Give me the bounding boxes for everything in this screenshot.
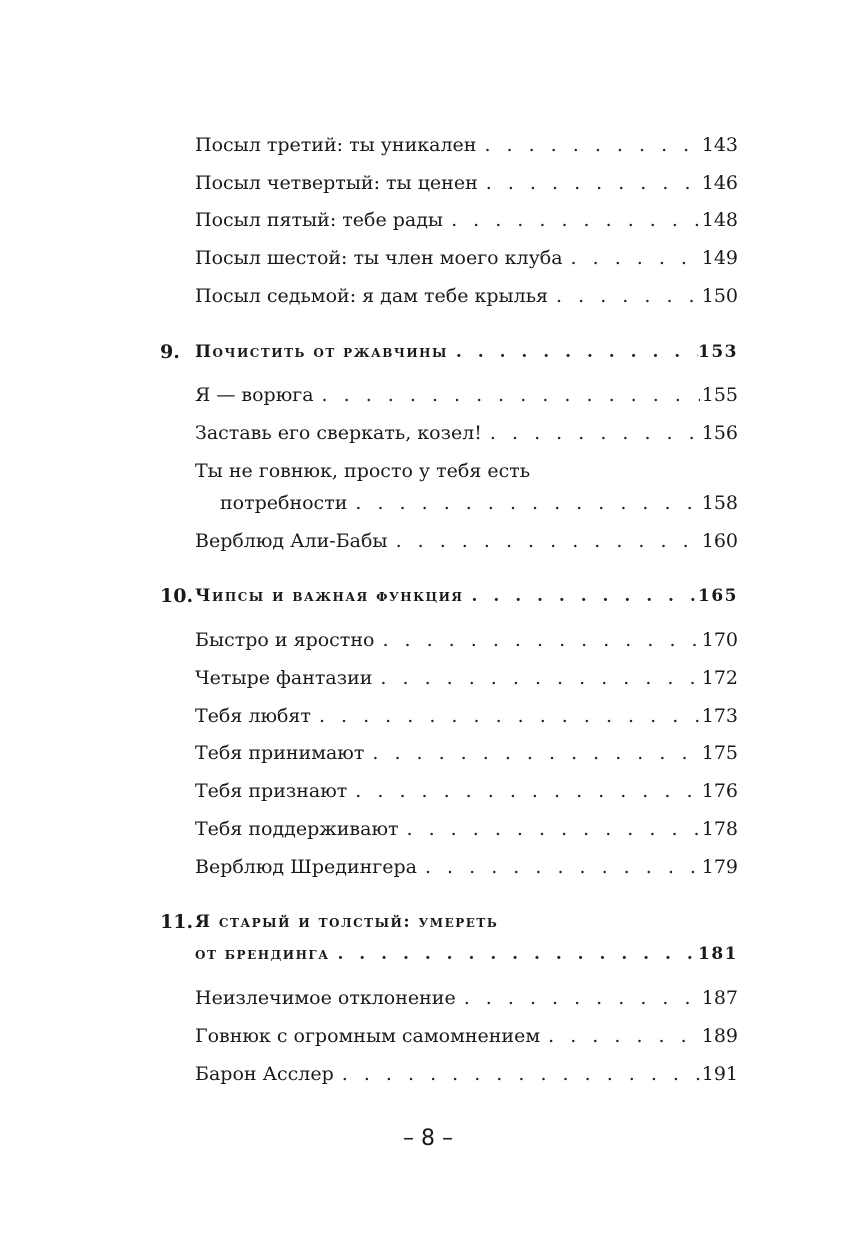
toc-entry[interactable] [195,1021,738,1051]
toc-entry[interactable] [195,380,738,410]
toc-leader-dots [347,488,700,518]
toc-entry-title: Тебя любят [195,705,311,727]
toc-entry[interactable] [195,625,738,655]
toc-entry[interactable] [195,1059,738,1089]
toc-entry-page: 187 [701,987,738,1009]
toc-entry-page: 155 [701,384,738,406]
toc-entry[interactable] [195,168,738,198]
toc-leader-dots [478,168,700,198]
toc-leader-dots [388,526,700,556]
toc-entry-title: Посыл четвертый: ты ценен [195,172,478,194]
chapter-number: 9. [160,341,180,363]
toc-chapter-heading[interactable] [195,581,738,611]
chapter-title: Чипсы и важная функция [195,586,464,606]
toc-leader-dots [417,852,700,882]
toc-entry-title: Заставь его сверкать, козел! [195,422,482,444]
toc-entry-page: 189 [701,1025,738,1047]
toc-entry[interactable] [195,243,738,273]
toc-entry-title: Четыре фантазии [195,667,373,689]
toc-entry[interactable] [195,526,738,556]
toc-entry[interactable] [195,205,738,235]
toc-entry-page: 146 [701,172,738,194]
page-number: – 8 – [403,1126,453,1151]
toc-entry[interactable] [195,701,738,731]
toc-leader-dots [364,738,700,768]
toc-entry-page: 148 [701,209,738,231]
toc-entry[interactable] [195,983,738,1013]
toc-entry-page: 178 [701,818,738,840]
toc-entry-title: Посыл третий: ты уникален [195,134,477,156]
toc-leader-dots [448,337,698,367]
toc-entry-title-line1[interactable]: Ты не говнюк, просто у тебя есть [195,460,531,482]
toc-entry-title: Верблюд Шредингера [195,856,417,878]
toc-chapter-heading[interactable] [195,337,738,367]
toc-entry-title: Неизлечимое отклонение [195,987,456,1009]
chapter-number: 11. [160,911,194,933]
toc-entry[interactable] [195,852,738,882]
toc-leader-dots [334,1059,700,1089]
toc-entry-page: 143 [701,134,738,156]
toc-leader-dots [314,380,700,410]
toc-entry-page: 173 [701,705,738,727]
toc-entry-title: Верблюд Али-Бабы [195,530,388,552]
chapter-title-line1[interactable]: Я старый и толстый: умереть [195,912,499,932]
chapter-title: Почистить от ржавчины [195,342,448,362]
toc-leader-dots [476,130,700,160]
chapter-page: 181 [698,944,738,964]
toc-leader-dots [443,205,700,235]
toc-entry[interactable] [195,776,738,806]
toc-leader-dots [464,581,698,611]
toc-entry[interactable] [220,488,738,518]
toc-leader-dots [456,983,700,1013]
toc-entry-page: 176 [701,780,738,802]
chapter-page: 153 [698,342,738,362]
toc-entry[interactable] [195,814,738,844]
toc-entry-title: Посыл пятый: тебе рады [195,209,444,231]
toc-leader-dots [548,281,700,311]
chapter-number: 10. [160,585,194,607]
toc-entry-page: 179 [701,856,738,878]
toc-entry-title-line2: потребности [220,492,348,514]
toc-entry-title: Я — ворюга [195,384,314,406]
toc-leader-dots [482,418,700,448]
toc-leader-dots [374,625,700,655]
toc-entry-page: 160 [701,530,738,552]
toc-entry-page: 170 [701,629,738,651]
toc-entry-page: 158 [701,492,738,514]
toc-entry-title: Барон Асслер [195,1063,334,1085]
toc-chapter-heading[interactable] [195,939,738,969]
toc-entry[interactable] [195,663,738,693]
toc-entry-page: 172 [701,667,738,689]
toc-entry-title: Говнюк с огромным самомнением [195,1025,541,1047]
toc-leader-dots [540,1021,700,1051]
toc-entry-title: Тебя поддерживают [195,818,399,840]
toc-entry-page: 149 [701,247,738,269]
chapter-page: 165 [698,586,738,606]
toc-leader-dots [347,776,700,806]
toc-entry-page: 175 [701,742,738,764]
toc-entry[interactable] [195,281,738,311]
toc-entry[interactable] [195,130,738,160]
toc-entry-page: 150 [701,285,738,307]
toc-entry[interactable] [195,418,738,448]
toc-leader-dots [563,243,700,273]
toc-entry-title: Тебя принимают [195,742,365,764]
toc-entry-title: Тебя признают [195,780,348,802]
toc-entry[interactable] [195,738,738,768]
toc-leader-dots [329,939,698,969]
toc-entry-title: Посыл шестой: ты член моего клуба [195,247,563,269]
toc-entry-page: 156 [701,422,738,444]
toc-entry-page: 191 [701,1063,738,1085]
toc-leader-dots [399,814,700,844]
chapter-title-line2: от брендинга [195,944,330,964]
toc-leader-dots [372,663,700,693]
toc-entry-title: Посыл седьмой: я дам тебе крылья [195,285,549,307]
toc-leader-dots [311,701,700,731]
toc-entry-title: Быстро и яростно [195,629,375,651]
